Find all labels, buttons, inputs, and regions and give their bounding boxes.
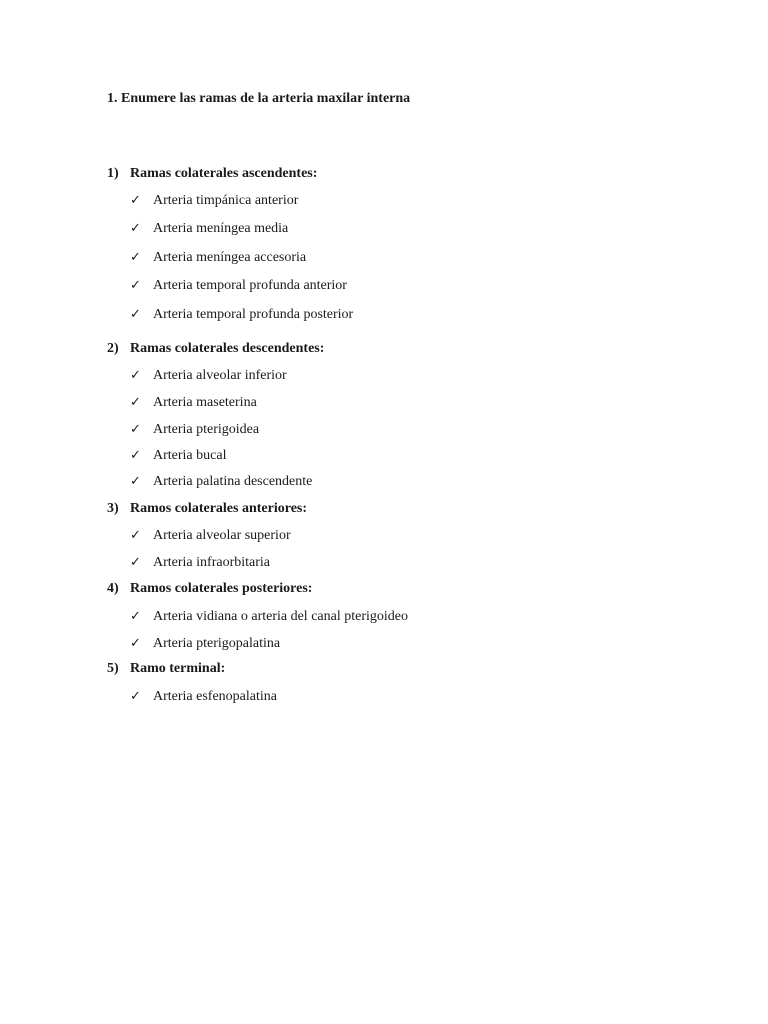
list-item-text: Arteria meníngea accesoria (153, 250, 307, 265)
section-number: 2) (107, 341, 119, 356)
checkmark-icon: ✓ (130, 307, 141, 322)
checkmark-icon: ✓ (130, 422, 141, 437)
list-item (130, 448, 226, 464)
list-item (130, 609, 408, 625)
checkmark-icon: ✓ (130, 368, 141, 383)
checkmark-icon: ✓ (130, 609, 141, 624)
list-item (130, 193, 298, 209)
checkmark-icon: ✓ (130, 474, 141, 489)
list-item (130, 474, 312, 490)
list-item (130, 528, 291, 544)
list-item (130, 395, 257, 411)
section-number: 4) (107, 581, 119, 596)
checkmark-icon: ✓ (130, 193, 141, 208)
section-title: Ramos colaterales posteriores: (130, 581, 313, 596)
list-item (130, 555, 270, 571)
section-number: 5) (107, 661, 119, 676)
list-item-text: Arteria maseterina (153, 395, 257, 410)
list-item (130, 368, 287, 384)
section-heading-ascendentes (107, 166, 317, 182)
list-item-text: Arteria infraorbitaria (153, 555, 270, 570)
checkmark-icon: ✓ (130, 278, 141, 293)
list-item-text: Arteria pterigoidea (153, 422, 260, 437)
list-item (130, 307, 353, 323)
list-item-text: Arteria timpánica anterior (153, 193, 299, 208)
checkmark-icon: ✓ (130, 528, 141, 543)
list-item-text: Arteria temporal profunda posterior (153, 307, 354, 322)
checkmark-icon: ✓ (130, 689, 141, 704)
list-item (130, 250, 306, 266)
section-title: Ramos colaterales anteriores: (130, 501, 308, 516)
list-item (130, 221, 288, 237)
checkmark-icon: ✓ (130, 395, 141, 410)
list-item-text: Arteria meníngea media (153, 221, 289, 236)
list-item-text: Arteria alveolar inferior (153, 368, 287, 383)
list-item (130, 278, 347, 294)
list-item-text: Arteria pterigopalatina (153, 636, 281, 651)
checkmark-icon: ✓ (130, 636, 141, 651)
list-item (130, 422, 259, 438)
checkmark-icon: ✓ (130, 250, 141, 265)
list-item-text: Arteria esfenopalatina (153, 689, 277, 704)
section-heading-anteriores (107, 501, 307, 517)
list-item-text: Arteria bucal (153, 448, 227, 463)
section-number: 3) (107, 501, 119, 516)
section-title: Ramas colaterales ascendentes: (130, 166, 318, 181)
list-item-text: Arteria temporal profunda anterior (153, 278, 347, 293)
question-heading: 1. Enumere las ramas de la arteria maxilar interna (107, 91, 411, 106)
section-title: Ramas colaterales descendentes: (130, 341, 325, 356)
section-heading-terminal (107, 661, 225, 677)
section-number: 1) (107, 166, 119, 181)
section-title: Ramo terminal: (130, 661, 226, 676)
checkmark-icon: ✓ (130, 448, 141, 463)
section-heading-descendentes (107, 341, 324, 357)
checkmark-icon: ✓ (130, 221, 141, 236)
list-item-text: Arteria alveolar superior (153, 528, 291, 543)
list-item-text: Arteria palatina descendente (153, 474, 313, 489)
list-item (130, 636, 280, 652)
list-item (130, 689, 277, 705)
section-heading-posteriores (107, 581, 312, 597)
list-item-text: Arteria vidiana o arteria del canal pterigoideo (153, 609, 408, 624)
checkmark-icon: ✓ (130, 555, 141, 570)
